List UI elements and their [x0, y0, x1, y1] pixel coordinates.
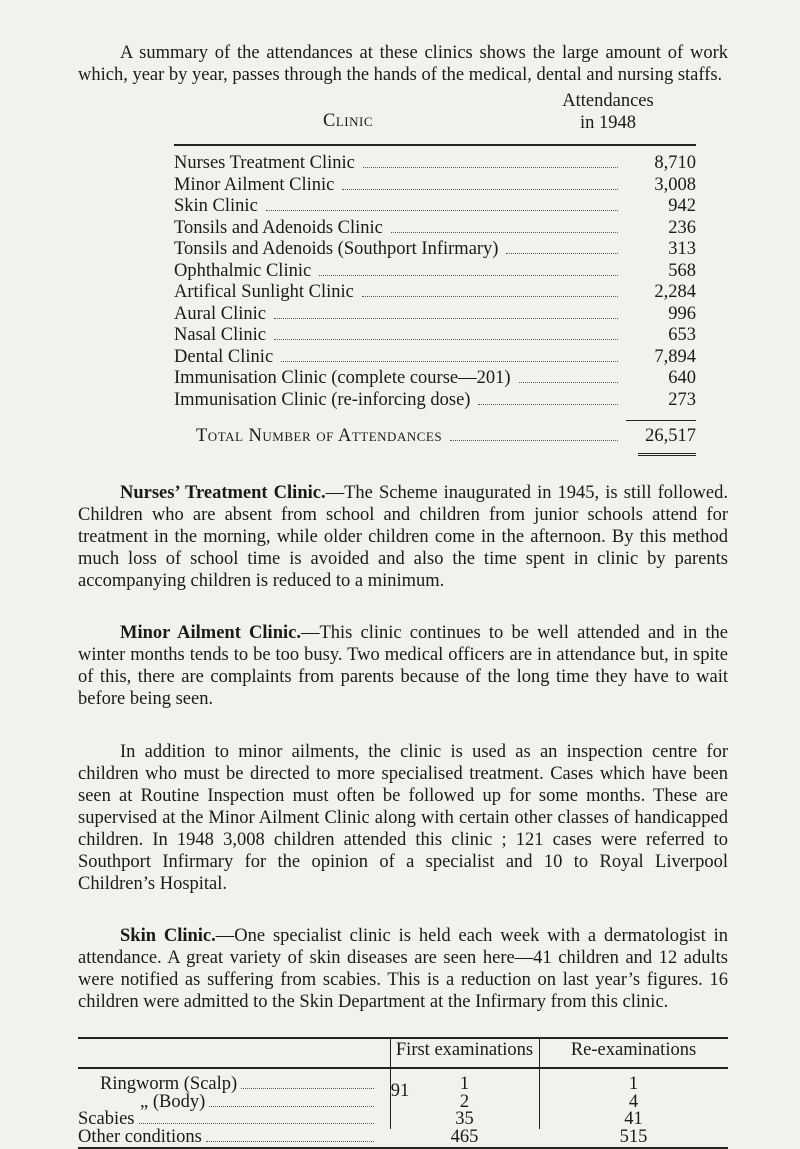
row-clinic-name: Tonsils and Adenoids Clinic [174, 217, 383, 238]
skin-table-header-rule [78, 1067, 728, 1069]
table-row [174, 174, 696, 196]
skin-clinic-text: —One specialist clinic is held each week with a dermatologist in attendance. A great variety of skin diseases are seen here—41 children and 12 adults were notified as suffering from scabies. This is a reduction on last year’s figures. 16 children were admitted to the Skin Department at the Infirmary from this clinic. [78, 925, 728, 1012]
leader-dots [506, 252, 618, 254]
leader-dots [478, 403, 618, 405]
total-separator-rule [626, 420, 696, 421]
nurses-clinic-paragraph [78, 482, 728, 592]
leader-dots [281, 360, 618, 362]
table-row [78, 1126, 728, 1146]
row-clinic-name: Artifical Sunlight Clinic [174, 282, 354, 302]
row-label: Scabies [78, 1108, 135, 1129]
leader-dots [450, 439, 618, 441]
row-attendance-value: 8,710 [654, 153, 696, 173]
row-clinic-name: Ophthalmic Clinic [174, 260, 312, 281]
leader-dots [391, 231, 618, 233]
document-page [78, 42, 728, 1147]
minor-ailment-section [78, 622, 728, 710]
leader-dots [209, 1106, 374, 1107]
skin-clinic-section [78, 925, 728, 1013]
intro-paragraph: A summary of the attendances at these clinics shows the large amount of work which, year by year, passes through the hands of the medical, dental and nursing staffs. [78, 43, 728, 85]
clinic-column-heading: Clinic [323, 111, 373, 131]
table-top-rule [174, 144, 696, 146]
row-attendance-value: 313 [668, 239, 696, 259]
table-row [174, 346, 696, 368]
row-label-cell [78, 1126, 378, 1148]
row-attendance-value: 273 [668, 389, 696, 410]
table-row [174, 152, 696, 174]
attendances-heading-line1: Attendances [562, 91, 654, 111]
page-number: 91 [390, 1081, 410, 1101]
table-row [174, 195, 696, 217]
row-clinic-name: Immunisation Clinic (re-inforcing dose) [174, 389, 471, 410]
leader-dots [519, 381, 618, 383]
re-examinations-heading: Re-examinations [570, 1039, 697, 1060]
re-examinations-value: 41 [624, 1108, 643, 1129]
table-row [174, 238, 696, 260]
first-examinations-value: 35 [455, 1108, 474, 1129]
row-attendance-value: 236 [668, 217, 696, 238]
row-attendance-value: 996 [668, 303, 696, 324]
minor-ailment-heading: Minor Ailment Clinic. [120, 622, 301, 643]
skin-clinic-heading: Skin Clinic. [120, 925, 216, 946]
leader-dots [139, 1123, 374, 1124]
row-label: Other conditions [78, 1126, 202, 1147]
leader-dots [206, 1141, 374, 1142]
leader-dots [274, 317, 618, 319]
total-value: 26,517 [645, 426, 696, 446]
table-row [174, 260, 696, 282]
leader-dots [266, 209, 618, 211]
nurses-clinic-text: —The Scheme inaugurated in 1945, is still followed. Children who are absent from school and children from junior schools attend for treatment in the morning, while older children come in the afternoon. By this method much loss of school time is avoided and also the time spent in clinic by parents accompanying children is reduced to a minimum. [78, 482, 728, 591]
first-examinations-heading: First examinations [395, 1039, 534, 1060]
minor-ailment-text: —This clinic continues to be well attended and in the winter months tends to be too busy. Two medical officers are in attendance but, in spite of this, there are complaints from parents because of the long time they have to wait before being seen. [78, 622, 728, 709]
row-attendance-value: 2,284 [654, 282, 696, 302]
leader-dots [274, 338, 618, 340]
re-examinations-value: 4 [628, 1091, 639, 1112]
nurses-clinic-section [78, 482, 728, 592]
row-attendance-value: 640 [668, 368, 696, 388]
row-attendance-value: 653 [668, 325, 696, 345]
row-attendance-value: 942 [668, 196, 696, 216]
re-examinations-value: 515 [619, 1126, 648, 1147]
attendances-heading-line2: in 1948 [579, 113, 636, 133]
row-clinic-name: Immunisation Clinic (complete course—201) [174, 368, 511, 388]
leader-dots [363, 166, 618, 168]
table-row [174, 303, 696, 325]
row-clinic-name: Aural Clinic [174, 303, 266, 324]
total-double-rule [638, 453, 696, 458]
total-row [174, 425, 696, 447]
table-row [174, 281, 696, 303]
table-row [174, 324, 696, 346]
re-examinations-value: 1 [628, 1073, 639, 1094]
leader-dots [342, 188, 618, 190]
total-label: Total Number of Attendances [196, 426, 443, 446]
minor-ailment-paragraph [78, 622, 728, 710]
table-row [174, 217, 696, 239]
row-label: „ (Body) [140, 1091, 206, 1112]
first-examinations-value: 465 [450, 1126, 479, 1147]
nurses-clinic-heading: Nurses’ Treatment Clinic. [120, 482, 326, 503]
row-attendance-value: 568 [668, 260, 696, 281]
row-clinic-name: Dental Clinic [174, 346, 274, 367]
attendances-column-heading [528, 90, 688, 134]
skin-clinic-paragraph [78, 925, 728, 1013]
row-clinic-name: Nurses Treatment Clinic [174, 153, 355, 173]
addition-paragraph: In addition to minor ailments, the clinic is used as an inspection centre for children who must be directed to more specialised treatment. Cases which have been seen at Routine Inspection must often be followed up for some months. These are supervised at the Minor Ailment Clinic along with certain other classes of handicapped children. In 1948 3,008 children attended this clinic ; 121 cases were referred to Southport Infirmary for the opinion of a specialist and 10 to Royal Liverpool Children’s Hospital. [78, 741, 728, 894]
leader-dots [319, 274, 618, 276]
table-row [174, 367, 696, 389]
first-examinations-value: 1 [459, 1073, 470, 1094]
skin-table-bottom-rule [78, 1147, 728, 1149]
first-examinations-value: 2 [459, 1091, 470, 1112]
addition-section [78, 741, 728, 895]
row-clinic-name: Skin Clinic [174, 196, 258, 216]
table-row [174, 389, 696, 411]
attendance-table-header [78, 90, 728, 138]
row-clinic-name: Tonsils and Adenoids (Southport Infirmary) [174, 239, 499, 259]
attendance-table [174, 152, 696, 458]
table-row [78, 1108, 728, 1128]
leader-dots [362, 295, 618, 297]
row-label: Ringworm (Scalp) [100, 1073, 238, 1094]
row-attendance-value: 7,894 [654, 346, 696, 367]
row-clinic-name: Nasal Clinic [174, 325, 266, 345]
row-attendance-value: 3,008 [654, 174, 696, 195]
row-clinic-name: Minor Ailment Clinic [174, 174, 335, 195]
